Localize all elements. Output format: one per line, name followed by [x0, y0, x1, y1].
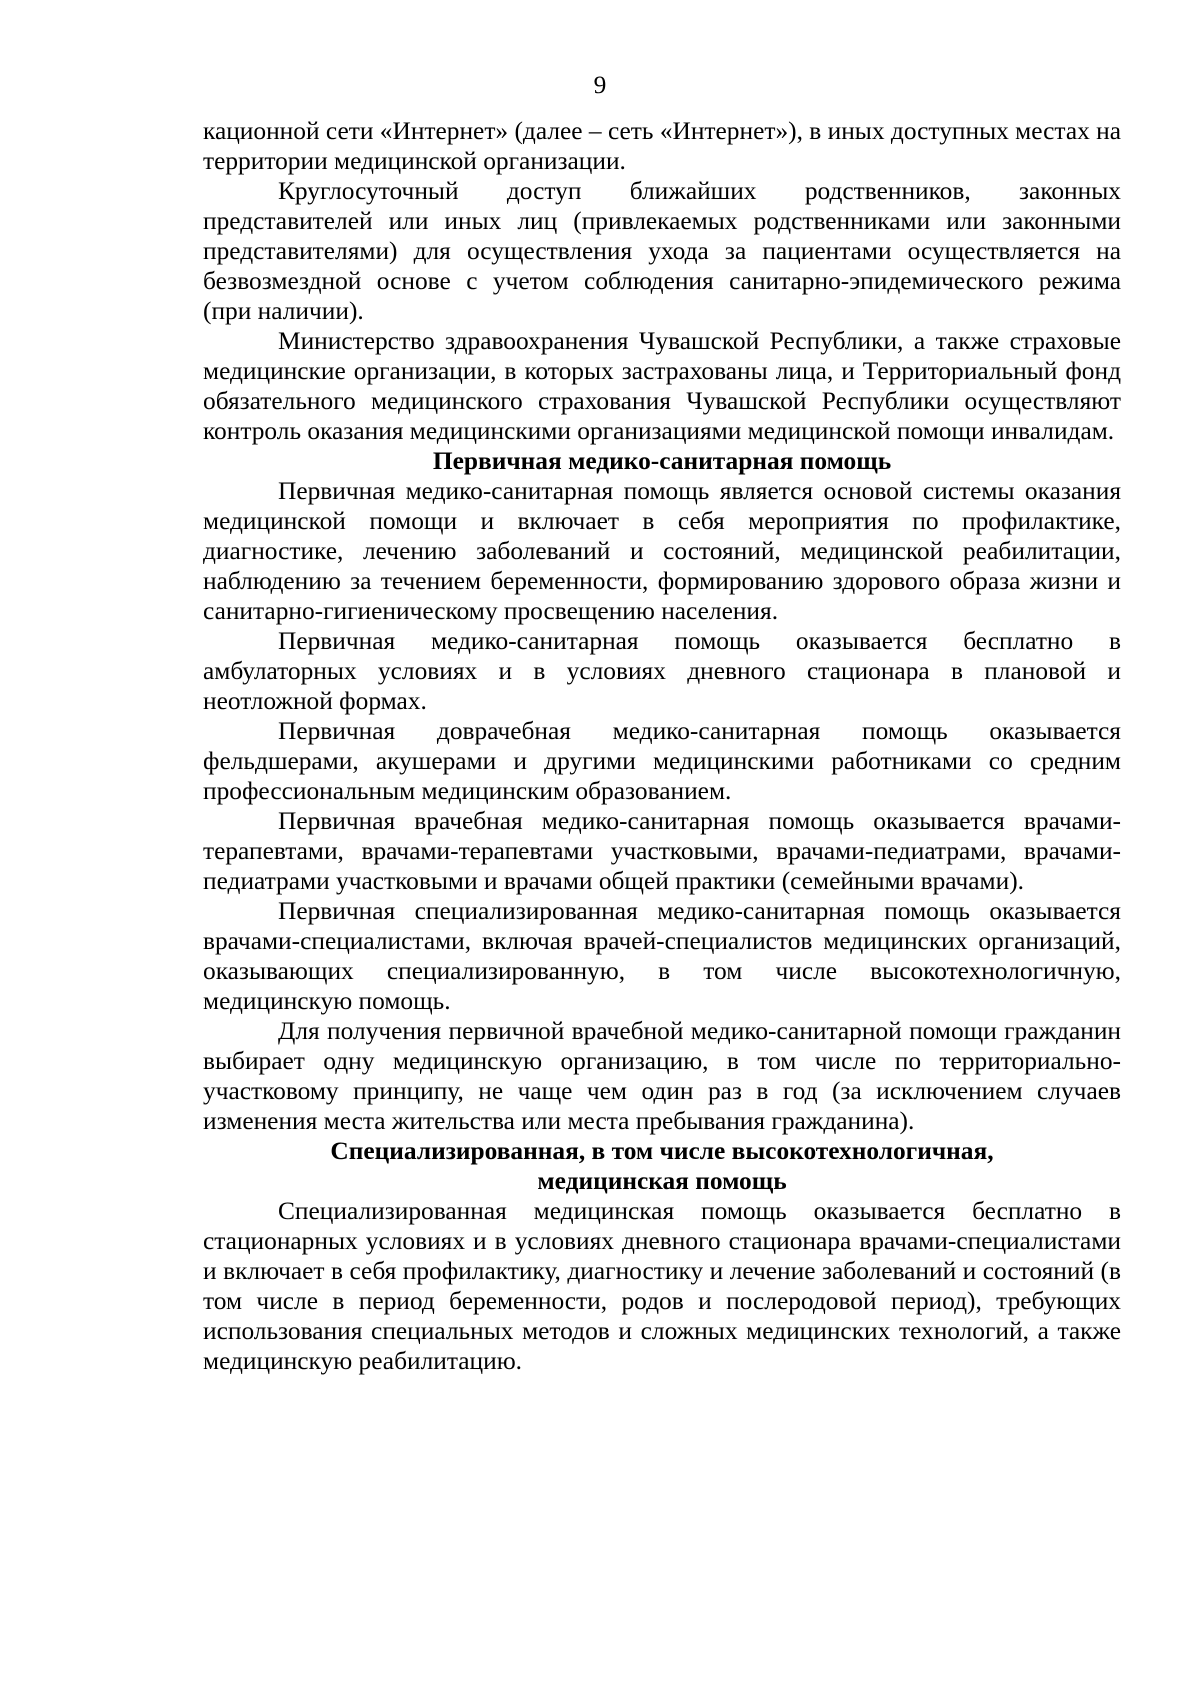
- section-heading-line-2: медицинская помощь: [537, 1167, 787, 1195]
- section-heading-line-1: Специализированная, в том числе высокотехнологичная,: [330, 1137, 994, 1165]
- paragraph-ministry-control: Министерство здравоохранения Чувашской Республики, а также страховые медицинские организации, в которых застрахованы лица, и Территориальный фонд обязательного медицинского страхования Чувашской Республики осуществляют контроль оказания медицинскими организациями медицинской помощи инвалидам.: [203, 327, 1121, 445]
- paragraph-primary-care-basis: Первичная медико-санитарная помощь является основой системы оказания медицинской помощи и включает в себя мероприятия по профилактике, диагностике, лечению заболеваний и состояний, медицинской реабилитации, наблюдению за течением беременности, формированию здорового образа жизни и санитарно-гигиеническому просвещению населения.: [203, 477, 1121, 625]
- paragraph-relatives-access: Круглосуточный доступ ближайших родственников, законных представителей или иных лиц (привлекаемых родственниками или законными представителями) для осуществления ухода за пациентами осуществляется на безвозмездной основе с учетом соблюдения санитарно-эпидемического режима (при наличии).: [203, 177, 1121, 325]
- paragraph-primary-care-free: Первичная медико-санитарная помощь оказывается бесплатно в амбулаторных условиях и в условиях дневного стационара в плановой и неотложной формах.: [203, 627, 1121, 715]
- paragraph-continuation: кационной сети «Интернет» (далее – сеть «Интернет»), в иных доступных местах на территории медицинской организации.: [203, 117, 1121, 175]
- paragraph-specialized-primary-care: Первичная специализированная медико-санитарная помощь оказывается врачами-специалистами, включая врачей-специалистов медицинских организаций, оказывающих специализированную, в том числе высокотехнологичную, медицинскую помощь.: [203, 897, 1121, 1015]
- section-heading-specialized-care: [203, 1136, 1121, 1196]
- paragraph-specialized-care: Специализированная медицинская помощь оказывается бесплатно в стационарных условиях и в условиях дневного стационара врачами-специалистами и включает в себя профилактику, диагностику и лечение заболеваний и состояний (в том числе в период беременности, родов и послеродовой период), требующих использования специальных методов и сложных медицинских технологий, а также медицинскую реабилитацию.: [203, 1197, 1121, 1375]
- page-number: 9: [593, 71, 607, 99]
- paragraph-choice-of-organization: Для получения первичной врачебной медико-санитарной помощи гражданин выбирает одну медицинскую организацию, в том числе по территориально-участковому принципу, не чаще чем один раз в год (за исключением случаев изменения места жительства или места пребывания гражданина).: [203, 1017, 1121, 1135]
- section-heading-primary-care: Первичная медико-санитарная помощь: [432, 447, 892, 475]
- page-content: [203, 116, 1121, 1376]
- paragraph-pre-doctor-care: Первичная доврачебная медико-санитарная помощь оказывается фельдшерами, акушерами и другими медицинскими работниками со средним профессиональным медицинским образованием.: [203, 717, 1121, 805]
- paragraph-doctor-care: Первичная врачебная медико-санитарная помощь оказывается врачами-терапевтами, врачами-терапевтами участковыми, врачами-педиатрами, врачами-педиатрами участковыми и врачами общей практики (семейными врачами).: [203, 807, 1121, 895]
